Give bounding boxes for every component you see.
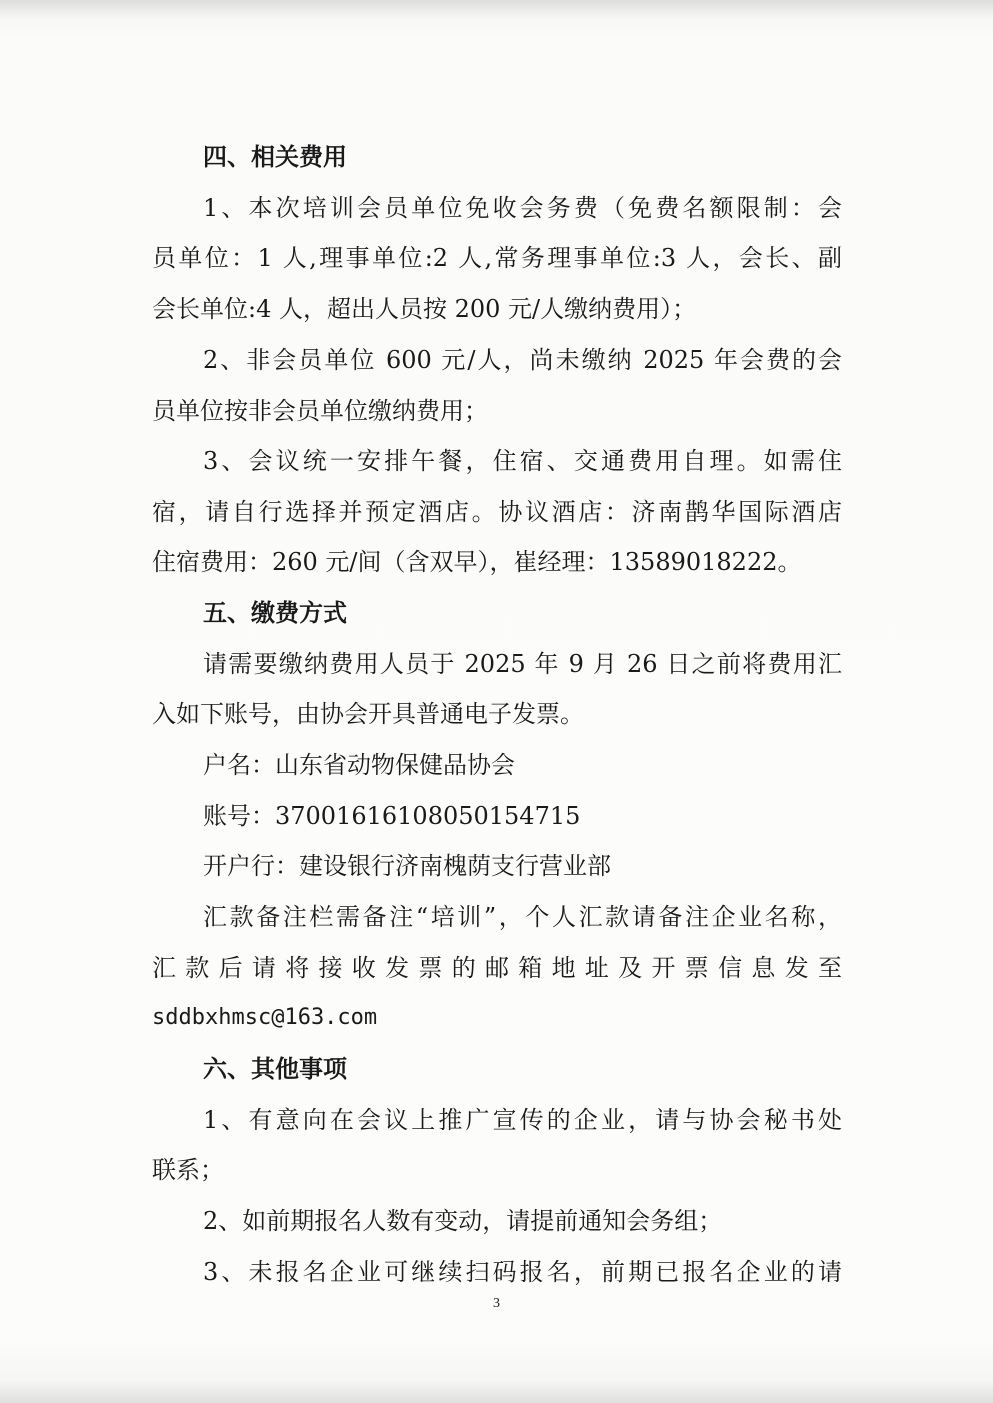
- payment-intro-line-2: 入如下账号，由协会开具普通电子发票。: [152, 700, 584, 728]
- payment-intro-line-1: 请需要缴纳费用人员于 2025 年 9 月 26 日之前将费用汇: [203, 650, 842, 678]
- fees-item-1-line-2: 员单位：1 人,理事单位:2 人,常务理事单位:3 人，会长、副: [152, 244, 842, 272]
- fees-item-3-line-1: 3、会议统一安排午餐，住宿、交通费用自理。如需住: [203, 447, 842, 475]
- section-heading-other: 六、其他事项: [203, 1055, 347, 1083]
- page-number: 3: [493, 1296, 500, 1311]
- bank-name: 开户行：建设银行济南槐荫支行营业部: [203, 852, 611, 880]
- other-item-1-line-1: 1、有意向在会议上推广宣传的企业，请与协会秘书处: [203, 1106, 842, 1134]
- fees-item-2-line-2: 员单位按非会员单位缴纳费用；: [152, 397, 488, 425]
- section-heading-payment: 五、缴费方式: [203, 599, 347, 627]
- section-heading-fees: 四、相关费用: [203, 143, 347, 171]
- other-item-3-line-1: 3、未报名企业可继续扫码报名，前期已报名企业的请: [203, 1258, 842, 1286]
- account-number: 账号：37001616108050154715: [203, 802, 581, 830]
- scan-shadow-bottom: [0, 1381, 993, 1403]
- fees-item-1-line-1: 1、本次培训会员单位免收会务费（免费名额限制：会: [203, 194, 842, 222]
- email-address: sddbxhmsc@163.com: [152, 1005, 378, 1030]
- other-item-1-line-2: 联系；: [152, 1156, 224, 1184]
- remittance-note-line-1: 汇款备注栏需备注“培训”，个人汇款请备注企业名称，: [203, 903, 842, 931]
- scan-shadow-top: [0, 0, 993, 18]
- fees-item-3-line-3: 住宿费用：260 元/间（含双早），崔经理：13589018222。: [152, 548, 802, 576]
- other-item-2: 2、如前期报名人数有变动，请提前通知会务组；: [203, 1207, 723, 1235]
- fees-item-1-line-3: 会长单位:4 人，超出人员按 200 元/人缴纳费用）；: [152, 295, 697, 323]
- fees-item-2-line-1: 2、非会员单位 600 元/人，尚未缴纳 2025 年会费的会: [203, 346, 842, 374]
- account-name: 户名：山东省动物保健品协会: [203, 751, 515, 779]
- fees-item-3-line-2: 宿，请自行选择并预定酒店。协议酒店：济南鹊华国际酒店: [152, 498, 842, 526]
- remittance-note-line-2: 汇款后请将接收发票的邮箱地址及开票信息发至: [152, 954, 842, 982]
